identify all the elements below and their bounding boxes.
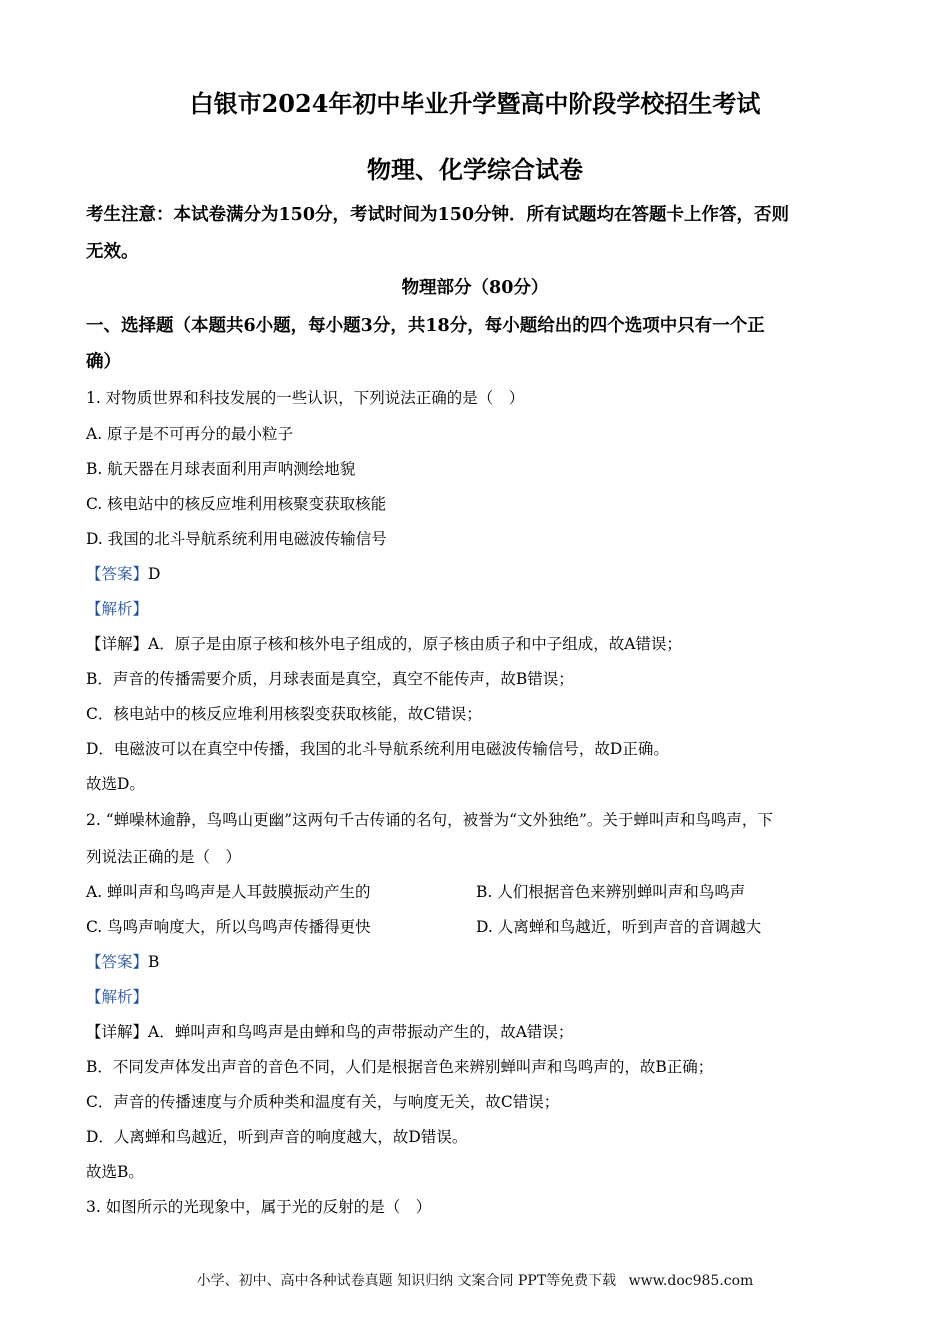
notice-line-2: 无效。 [86, 242, 139, 262]
detail-text: A．原子是由原子核和核外电子组成的，原子核由质子和中子组成，故A错误； [148, 635, 682, 653]
question-1-option-a: A. 原子是不可再分的最小粒子 [86, 425, 294, 443]
question-1-detail-3: C．核电站中的核反应堆利用核裂变获取核能，故C错误； [86, 705, 482, 723]
question-1-detail-2: B．声音的传播需要介质，月球表面是真空，真空不能传声，故B错误； [86, 670, 574, 688]
question-2-answer [86, 952, 159, 972]
question-2-option-d: D. 人离蝉和鸟越近，听到声音的音调越大 [476, 918, 762, 936]
footer-site-link[interactable]: www.doc985.com [628, 1273, 754, 1289]
page-footer [0, 1270, 950, 1290]
question-1-detail-1 [86, 634, 682, 654]
section-heading-line-2: 确） [86, 352, 121, 372]
detail-label: 【详解】 [86, 635, 149, 653]
answer-label: 【答案】 [86, 953, 149, 971]
detail-label: 【详解】 [86, 1023, 149, 1041]
question-2-detail-3: C．声音的传播速度与介质种类和温度有关，与响度无关，故C错误； [86, 1093, 560, 1111]
question-2-conclusion: 故选B。 [86, 1163, 144, 1181]
question-3-stem: 3. 如图所示的光现象中，属于光的反射的是（ ） [86, 1198, 432, 1216]
section-heading-line-1: 一、选择题（本题共6小题，每小题3分，共18分，每小题给出的四个选项中只有一个正 [86, 316, 765, 336]
answer-value: B [148, 953, 160, 971]
exam-title: 白银市2024年初中毕业升学暨高中阶段学校招生考试 [189, 89, 761, 118]
question-2-stem-line-2: 列说法正确的是（ ） [86, 848, 242, 866]
answer-value: D [148, 565, 161, 583]
question-1-option-b: B. 航天器在月球表面利用声呐测绘地貌 [86, 460, 356, 478]
question-2-option-a: A. 蝉叫声和鸟鸣声是人耳鼓膜振动产生的 [86, 883, 371, 901]
footer-promo-text: 小学、初中、高中各种试卷真题 知识归纳 文案合同 PPT等免费下载 [196, 1273, 617, 1289]
question-2-detail-1 [86, 1022, 573, 1042]
question-2-option-b: B. 人们根据音色来辨别蝉叫声和鸟鸣声 [476, 883, 746, 901]
answer-label: 【答案】 [86, 565, 149, 583]
question-2-detail-2: B．不同发声体发出声音的音色不同，人们是根据音色来辨别蝉叫声和鸟鸣声的，故B正确； [86, 1058, 714, 1076]
question-2-detail-4: D．人离蝉和鸟越近，听到声音的响度越大，故D错误。 [86, 1128, 468, 1146]
question-1-option-c: C. 核电站中的核反应堆利用核聚变获取核能 [86, 495, 387, 513]
question-2-option-c: C. 鸟鸣声响度大，所以鸟鸣声传播得更快 [86, 918, 371, 936]
question-2-stem-line-1: 2. “蝉噪林逾静，鸟鸣山更幽”这两句千古传诵的名句，被誉为“文外独绝”。关于蝉叫声和鸟鸣声，下 [86, 811, 773, 829]
question-1-option-d: D. 我国的北斗导航系统利用电磁波传输信号 [86, 530, 387, 548]
question-1-conclusion: 故选D。 [86, 775, 145, 793]
section-title: 物理部分（80分） [401, 278, 549, 298]
notice-line-1: 考生注意：本试卷满分为150分，考试时间为150分钟．所有试题均在答题卡上作答，否则 [86, 205, 790, 225]
question-1-stem: 1. 对物质世界和科技发展的一些认识，下列说法正确的是（ ） [86, 389, 525, 407]
question-1-analysis-label: 【解析】 [86, 600, 149, 618]
question-1-detail-4: D．电磁波可以在真空中传播，我国的北斗导航系统利用电磁波传输信号，故D正确。 [86, 740, 669, 758]
question-2-analysis-label: 【解析】 [86, 988, 149, 1006]
exam-subtitle: 物理、化学综合试卷 [367, 155, 583, 184]
detail-text: A．蝉叫声和鸟鸣声是由蝉和鸟的声带振动产生的，故A错误； [148, 1023, 574, 1041]
question-1-answer [86, 564, 160, 584]
